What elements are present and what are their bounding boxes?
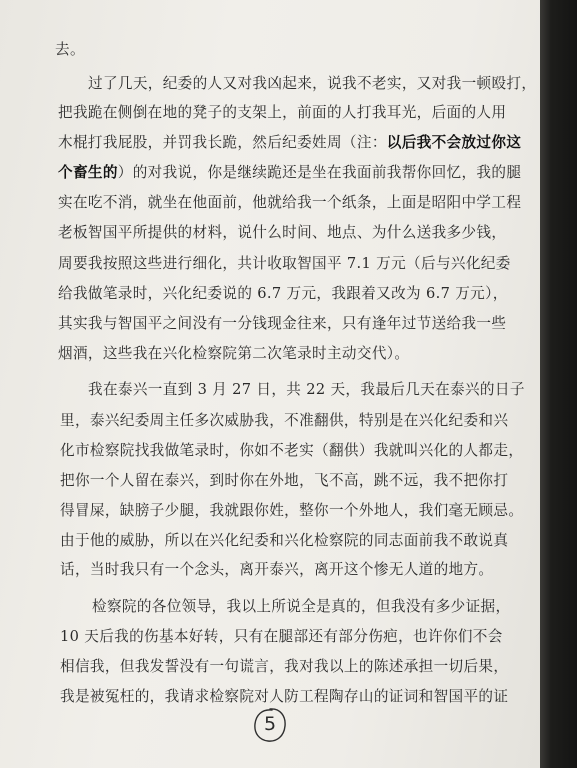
text-line: 其实我与智国平之间没有一分钱现金往来，只有逢年过节送给我一些 [58, 315, 507, 332]
text-line: 化市检察院找我做笔录时，你如不老实（翻供）我就叫兴化的人都走， [60, 442, 524, 459]
text-line: 烟酒，这些我在兴化检察院第二次笔录时主动交代）。 [58, 345, 410, 362]
text-line: 相信我，但我发誓没有一句谎言，我对我以上的陈述承担一切后果， [60, 658, 509, 675]
bold-annotation: 个畜生的 [58, 164, 118, 181]
bold-annotation: 以后我不会放过你这 [386, 134, 522, 151]
text-line: 检察院的各位领导，我以上所说全是真的，但我没有多少证据， [92, 598, 511, 615]
text-line: 把你一个人留在泰兴，到时你在外地，飞不高，跳不远，我不把你打 [60, 472, 509, 489]
text-line: 去。 [55, 41, 85, 58]
text-line: 过了几天，纪委的人又对我凶起来，说我不老实，又对我一顿殴打， [88, 75, 537, 92]
text-line: 里，泰兴纪委周主任多次威胁我，不准翻供，特别是在兴化纪委和兴 [60, 412, 509, 429]
text-line: 我是被冤枉的，我请求检察院对人防工程陶存山的证词和智国平的证 [60, 688, 509, 705]
page-number-text: 5 [263, 713, 277, 735]
text-line: 把我跪在侧倒在地的凳子的支架上，前面的人打我耳光，后面的人用 [58, 104, 507, 121]
text-line: 由于他的威胁，所以在兴化纪委和兴化检察院的同志面前我不敢说真 [60, 532, 509, 549]
text-line: 10 天后我的伤基本好转，只有在腿部还有部分伤疤，也许你们不会 [60, 628, 503, 645]
text-line: 得冒屎，缺膀子少腿，我就跟你姓，整你一个外地人，我们毫无顾忌。 [60, 502, 524, 519]
text-line: 给我做笔录时，兴化纪委说的 6.7 万元，我跟着又改为 6.7 万元）， [58, 285, 508, 302]
text-line: 我在泰兴一直到 3 月 27 日，共 22 天，我最后几天在泰兴的日子 [88, 381, 525, 398]
text-line: 实在吃不消，就坐在他面前，他就给我一个纸条，上面是昭阳中学工程 [58, 194, 522, 211]
background-edge [540, 0, 577, 768]
text-line: 个畜生的）的对我说，你是继续跪还是坐在我面前我帮你回忆，我的腿 [58, 164, 522, 181]
text-line: 周要我按照这些进行细化，共计收取智国平 7.1 万元（后与兴化纪委 [58, 255, 511, 272]
text-line: 木棍打我屁股，并罚我长跪，然后纪委姓周（注：以后我不会放过你这 [58, 134, 522, 151]
text-line: 老板智国平所提供的材料，说什么时间、地点、为什么送我多少钱， [58, 224, 507, 241]
text-line: 话，当时我只有一个念头，离开泰兴，离开这个惨无人道的地方。 [60, 561, 494, 578]
handwritten-page-number [252, 706, 288, 744]
